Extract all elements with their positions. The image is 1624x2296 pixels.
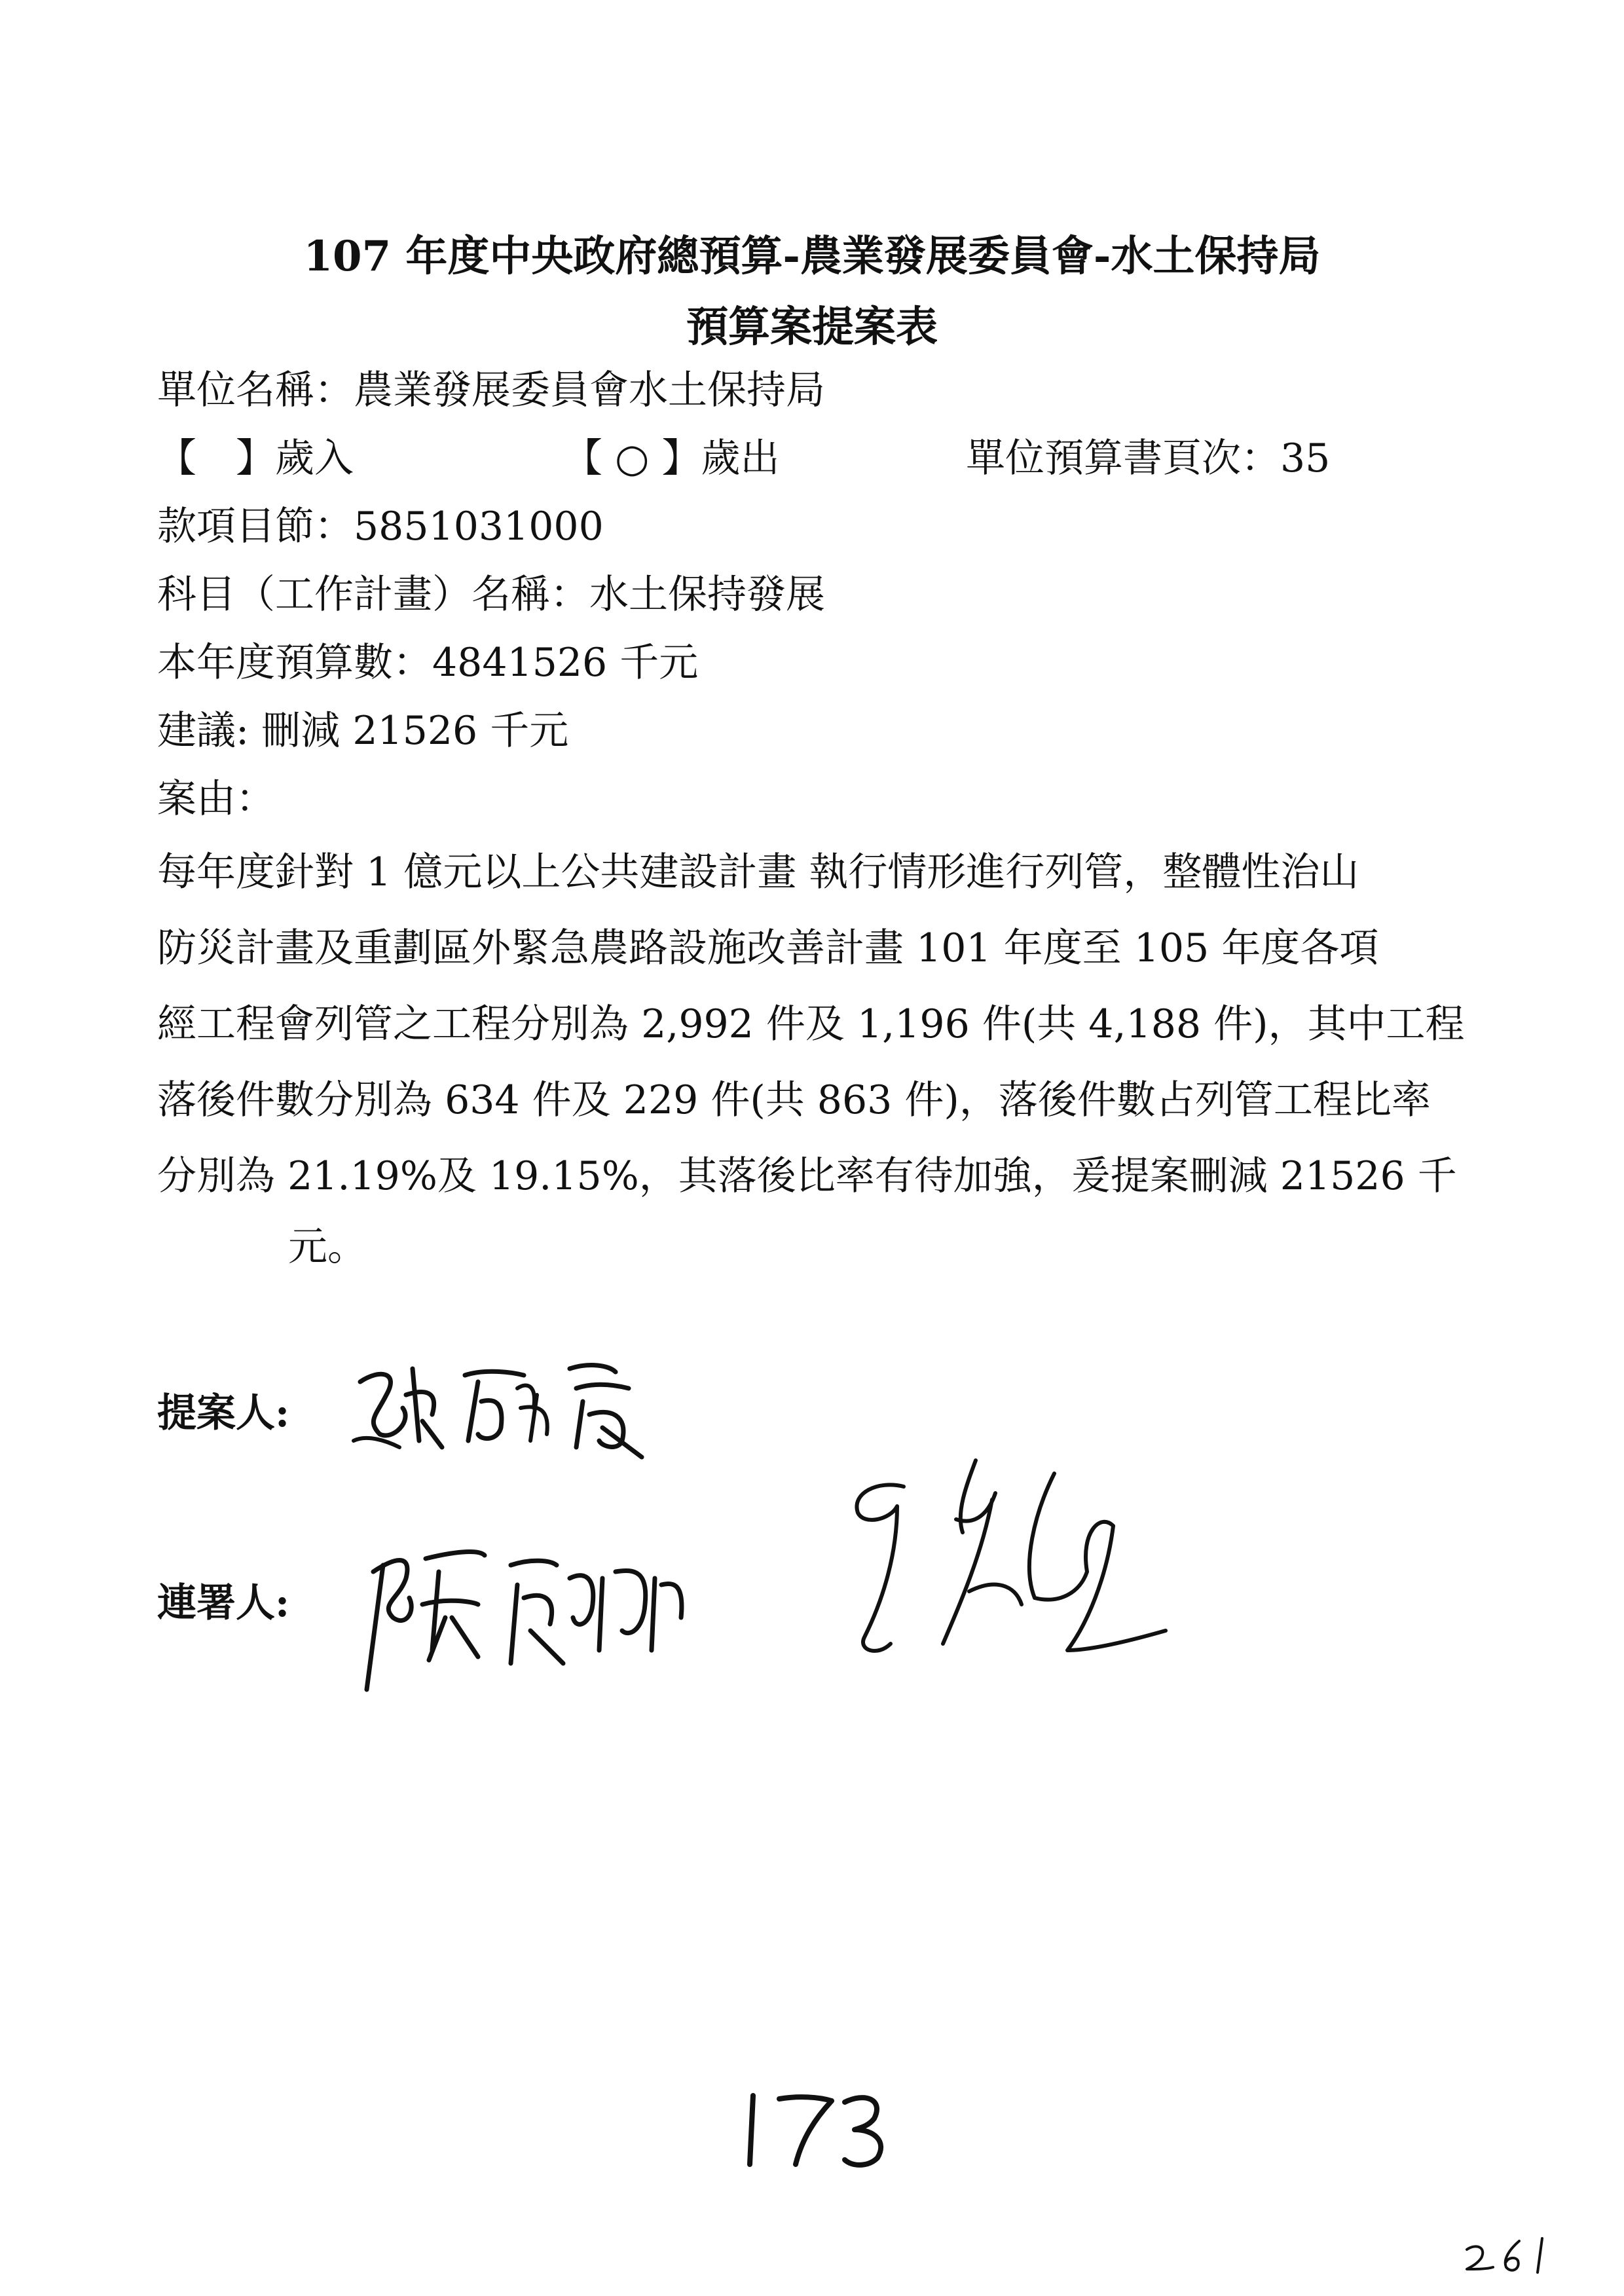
budget-amount: 本年度預算數：4841526 千元	[157, 640, 699, 686]
suggestion: 建議: 刪減 21526 千元	[157, 708, 569, 754]
cosigner-signature-1	[354, 1519, 707, 1709]
document-title: 107 年度中央政府總預算-農業發展委員會-水土保持局	[303, 232, 1321, 281]
document-subtitle: 預算案提案表	[686, 303, 938, 352]
page-number-main	[733, 2083, 904, 2174]
proposer-label: 提案人:	[157, 1390, 290, 1436]
reason-line: 元。	[288, 1224, 367, 1270]
reason-line: 分別為 21.19%及 19.15%，其落後比率有待加強，爰提案刪減 21526 千	[157, 1153, 1457, 1199]
unit-name: 單位名稱：農業發展委員會水土保持局	[157, 367, 825, 413]
cosigner-label: 連署人:	[157, 1580, 290, 1626]
proposer-signature	[341, 1342, 681, 1473]
reason-line: 經工程會列管之工程分別為 2,992 件及 1,196 件(共 4,188 件)，其中工程	[157, 1001, 1465, 1047]
reason-line: 防災計畫及重劃區外緊急農路設施改善計畫 101 年度至 105 年度各項	[157, 925, 1379, 971]
reason-label: 案由：	[157, 776, 275, 822]
reason-line: 落後件數分別為 634 件及 229 件(共 863 件)，落後件數占列管工程比率	[157, 1077, 1431, 1123]
cosigner-signature-2	[825, 1434, 1231, 1696]
revenue-mark: 【 】歲入	[157, 435, 354, 481]
subject-name: 科目（工作計畫）名稱：水土保持發展	[157, 572, 825, 618]
item-code: 款項目節：5851031000	[157, 504, 604, 549]
expense-mark: 【 ○ 】歲出	[563, 435, 780, 481]
reason-line: 每年度針對 1 億元以上公共建設計畫 執行情形進行列管，整體性治山	[157, 849, 1359, 895]
budget-page: 單位預算書頁次：35	[966, 435, 1331, 481]
page-number-corner	[1460, 2233, 1559, 2279]
